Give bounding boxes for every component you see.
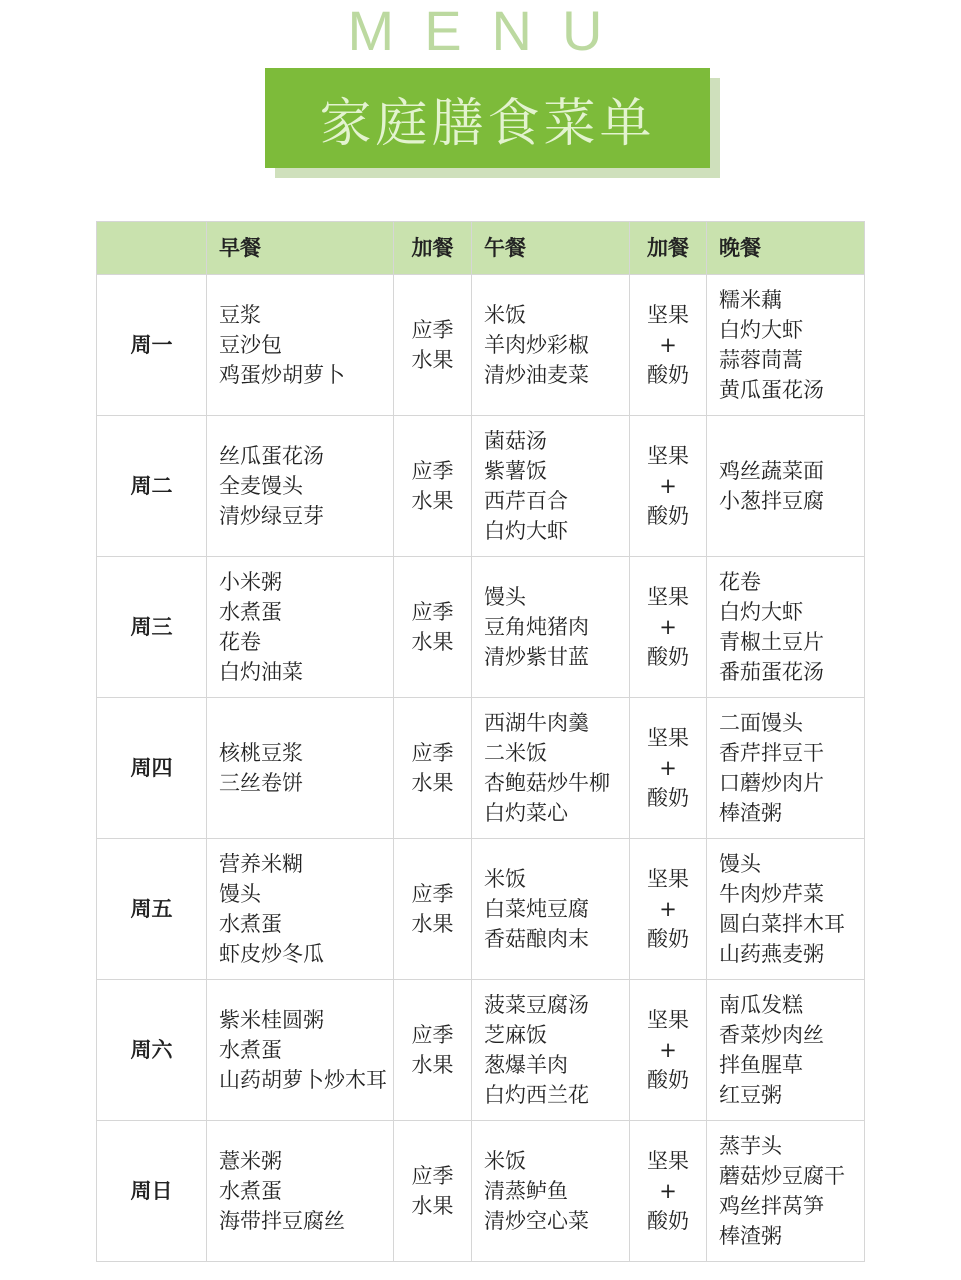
menu-item: 应季 <box>411 600 454 624</box>
day-cell: 周四 <box>97 698 207 839</box>
menu-item: 酸奶 <box>647 786 689 810</box>
breakfast-cell <box>207 557 394 698</box>
breakfast-cell <box>207 1121 394 1262</box>
menu-item: 水煮蛋 <box>219 1038 282 1062</box>
menu-item: 二米饭 <box>484 741 547 765</box>
menu-item: 水果 <box>411 630 454 654</box>
menu-item: 坚果 <box>647 444 689 468</box>
menu-item: 馒头 <box>484 585 526 609</box>
menu-item: 白菜炖豆腐 <box>484 897 589 921</box>
menu-item: 番茄蛋花汤 <box>719 660 824 684</box>
menu-item: 酸奶 <box>647 1068 689 1092</box>
snack2-cell <box>630 557 707 698</box>
day-cell: 周三 <box>97 557 207 698</box>
menu-item: 清炒空心菜 <box>484 1209 589 1233</box>
menu-item: 西芹百合 <box>484 489 568 513</box>
menu-item: 紫米桂圆粥 <box>219 1008 324 1032</box>
menu-item: 坚果 <box>647 303 689 327</box>
menu-item: 应季 <box>411 741 454 765</box>
menu-item: 香芹拌豆干 <box>719 741 824 765</box>
menu-item: 水煮蛋 <box>219 1179 282 1203</box>
menu-item: 糯米藕 <box>719 288 782 312</box>
menu-item: 小米粥 <box>219 570 282 594</box>
menu-item: 黄瓜蛋花汤 <box>719 378 824 402</box>
menu-item: 米饭 <box>484 1149 526 1173</box>
menu-item: 馒头 <box>219 882 261 906</box>
menu-item: 清炒油麦菜 <box>484 363 589 387</box>
menu-item: 花卷 <box>719 570 761 594</box>
table-row <box>97 557 865 698</box>
dinner-cell <box>707 698 865 839</box>
menu-item: 馒头 <box>719 852 761 876</box>
menu-item: 香菜炒肉丝 <box>719 1023 824 1047</box>
menu-item: 虾皮炒冬瓜 <box>219 942 324 966</box>
menu-item: 海带拌豆腐丝 <box>219 1209 345 1233</box>
menu-item: 应季 <box>411 459 454 483</box>
day-cell: 周日 <box>97 1121 207 1262</box>
menu-item: 白灼油菜 <box>219 660 303 684</box>
table-row <box>97 980 865 1121</box>
menu-table <box>96 221 865 1262</box>
menu-item: + <box>659 897 677 921</box>
menu-item: 水果 <box>411 912 454 936</box>
menu-item: 鸡丝拌莴笋 <box>719 1194 824 1218</box>
menu-item: 菠菜豆腐汤 <box>484 993 589 1017</box>
lunch-cell <box>472 275 630 416</box>
day-cell: 周五 <box>97 839 207 980</box>
dinner-cell <box>707 839 865 980</box>
menu-item: 拌鱼腥草 <box>719 1053 803 1077</box>
menu-item: 应季 <box>411 318 454 342</box>
snack1-cell <box>394 275 472 416</box>
menu-item: 水果 <box>411 489 454 513</box>
menu-item: 清蒸鲈鱼 <box>484 1179 568 1203</box>
menu-item: 口蘑炒肉片 <box>719 771 824 795</box>
menu-item: 豆沙包 <box>219 333 282 357</box>
menu-item: 酸奶 <box>647 645 689 669</box>
menu-item: 米饭 <box>484 867 526 891</box>
menu-item: 红豆粥 <box>719 1083 782 1107</box>
menu-item: 薏米粥 <box>219 1149 282 1173</box>
menu-item: 棒渣粥 <box>719 801 782 825</box>
table-row <box>97 1121 865 1262</box>
menu-item: 水果 <box>411 1053 454 1077</box>
day-cell: 周一 <box>97 275 207 416</box>
snack2-cell <box>630 1121 707 1262</box>
lunch-cell <box>472 698 630 839</box>
menu-item: 葱爆羊肉 <box>484 1053 568 1077</box>
menu-item: 水煮蛋 <box>219 912 282 936</box>
menu-item: 羊肉炒彩椒 <box>484 333 589 357</box>
table-row <box>97 698 865 839</box>
menu-item: 南瓜发糕 <box>719 993 803 1017</box>
header-dinner: 晚餐 <box>707 222 865 275</box>
snack2-cell <box>630 416 707 557</box>
menu-item: 清炒绿豆芽 <box>219 504 324 528</box>
dinner-cell <box>707 557 865 698</box>
header-snack1: 加餐 <box>394 222 472 275</box>
menu-item: 全麦馒头 <box>219 474 303 498</box>
snack1-cell <box>394 1121 472 1262</box>
menu-item: 清炒紫甘蓝 <box>484 645 589 669</box>
menu-item: 坚果 <box>647 1149 689 1173</box>
menu-item: 青椒土豆片 <box>719 630 824 654</box>
menu-item: 酸奶 <box>647 504 689 528</box>
snack1-cell <box>394 698 472 839</box>
menu-item: 蒜蓉茼蒿 <box>719 348 803 372</box>
menu-item: 白灼大虾 <box>719 600 803 624</box>
menu-item: 圆白菜拌木耳 <box>719 912 845 936</box>
menu-item: 小葱拌豆腐 <box>719 489 824 513</box>
menu-item: 应季 <box>411 1164 454 1188</box>
menu-item: 酸奶 <box>647 1209 689 1233</box>
snack2-cell <box>630 275 707 416</box>
menu-item: + <box>659 615 677 639</box>
day-cell: 周二 <box>97 416 207 557</box>
menu-item: 酸奶 <box>647 363 689 387</box>
menu-item: 西湖牛肉羹 <box>484 711 589 735</box>
menu-item: 鸡丝蔬菜面 <box>719 459 824 483</box>
lunch-cell <box>472 1121 630 1262</box>
menu-item: + <box>659 1038 677 1062</box>
menu-item: 坚果 <box>647 585 689 609</box>
snack1-cell <box>394 416 472 557</box>
snack1-cell <box>394 557 472 698</box>
menu-item: 坚果 <box>647 1008 689 1032</box>
dinner-cell <box>707 416 865 557</box>
menu-item: 鸡蛋炒胡萝卜 <box>219 363 345 387</box>
snack2-cell <box>630 698 707 839</box>
breakfast-cell <box>207 698 394 839</box>
menu-item: 水果 <box>411 771 454 795</box>
menu-item: + <box>659 474 677 498</box>
snack1-cell <box>394 980 472 1121</box>
table-row <box>97 275 865 416</box>
breakfast-cell <box>207 839 394 980</box>
menu-item: 坚果 <box>647 726 689 750</box>
menu-item: 应季 <box>411 1023 454 1047</box>
header-day <box>97 222 207 275</box>
breakfast-cell <box>207 275 394 416</box>
snack2-cell <box>630 980 707 1121</box>
dinner-cell <box>707 980 865 1121</box>
dinner-cell <box>707 1121 865 1262</box>
menu-item: 蒸芋头 <box>719 1134 782 1158</box>
menu-item: 应季 <box>411 882 454 906</box>
header-breakfast: 早餐 <box>207 222 394 275</box>
menu-item: + <box>659 333 677 357</box>
lunch-cell <box>472 557 630 698</box>
breakfast-cell <box>207 416 394 557</box>
menu-item: 花卷 <box>219 630 261 654</box>
table-row <box>97 416 865 557</box>
page-title: 家庭膳食菜单 <box>265 68 710 168</box>
menu-item: 白灼大虾 <box>719 318 803 342</box>
table-row <box>97 839 865 980</box>
menu-item: 丝瓜蛋花汤 <box>219 444 324 468</box>
menu-item: 牛肉炒芹菜 <box>719 882 824 906</box>
menu-item: 三丝卷饼 <box>219 771 303 795</box>
menu-item: 杏鲍菇炒牛柳 <box>484 771 610 795</box>
menu-item: 二面馒头 <box>719 711 803 735</box>
menu-item: 山药燕麦粥 <box>719 942 824 966</box>
menu-item: 水煮蛋 <box>219 600 282 624</box>
menu-watermark: MENU <box>347 0 633 62</box>
breakfast-cell <box>207 980 394 1121</box>
snack1-cell <box>394 839 472 980</box>
menu-item: 米饭 <box>484 303 526 327</box>
menu-item: 营养米糊 <box>219 852 303 876</box>
header-lunch: 午餐 <box>472 222 630 275</box>
menu-item: 水果 <box>411 1194 454 1218</box>
menu-item: + <box>659 756 677 780</box>
menu-item: 豆浆 <box>219 303 261 327</box>
menu-item: 白灼大虾 <box>484 519 568 543</box>
menu-item: 酸奶 <box>647 927 689 951</box>
menu-item: 棒渣粥 <box>719 1224 782 1248</box>
dinner-cell <box>707 275 865 416</box>
menu-item: 山药胡萝卜炒木耳 <box>219 1068 387 1092</box>
menu-item: 水果 <box>411 348 454 372</box>
menu-item: 核桃豆浆 <box>219 741 303 765</box>
snack2-cell <box>630 839 707 980</box>
menu-item: + <box>659 1179 677 1203</box>
menu-item: 香菇酿肉末 <box>484 927 589 951</box>
lunch-cell <box>472 839 630 980</box>
menu-item: 白灼西兰花 <box>484 1083 589 1107</box>
menu-item: 豆角炖猪肉 <box>484 615 589 639</box>
lunch-cell <box>472 980 630 1121</box>
menu-item: 芝麻饭 <box>484 1023 547 1047</box>
lunch-cell <box>472 416 630 557</box>
menu-item: 白灼菜心 <box>484 801 568 825</box>
header-row <box>97 222 865 275</box>
menu-item: 菌菇汤 <box>484 429 547 453</box>
menu-item: 蘑菇炒豆腐干 <box>719 1164 845 1188</box>
menu-item: 紫薯饭 <box>484 459 547 483</box>
day-cell: 周六 <box>97 980 207 1121</box>
menu-item: 坚果 <box>647 867 689 891</box>
header-snack2: 加餐 <box>630 222 707 275</box>
